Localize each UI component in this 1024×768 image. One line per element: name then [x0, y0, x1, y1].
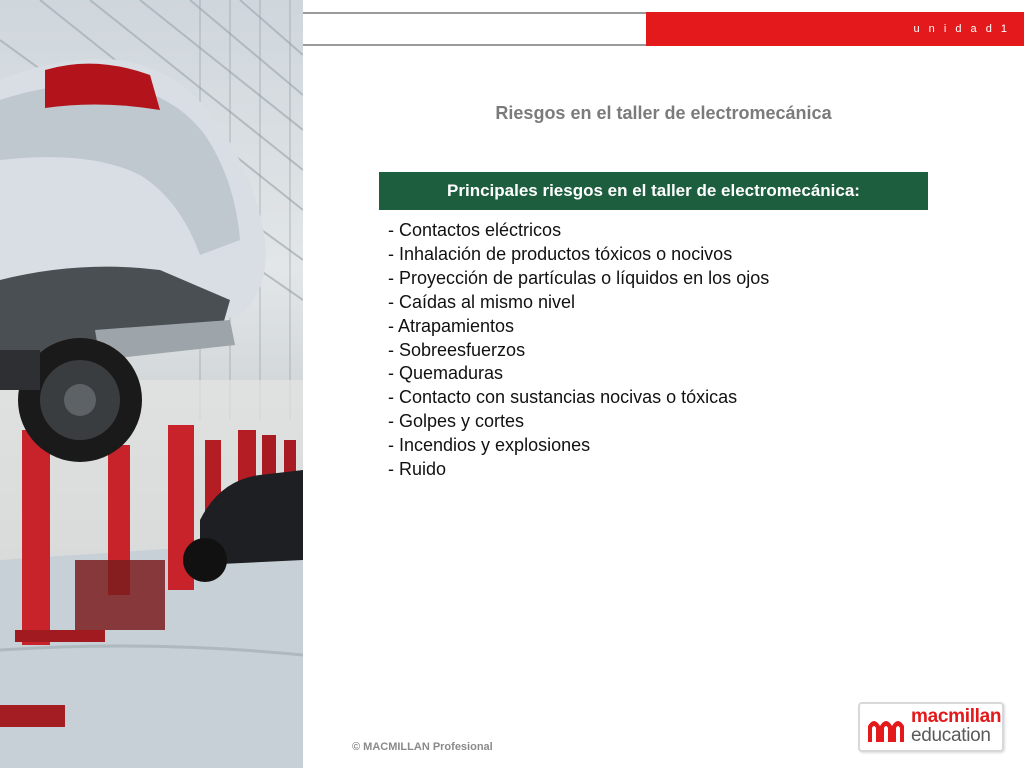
list-item: - Quemaduras [388, 363, 504, 384]
list-item: - Sobreesfuerzos [388, 339, 526, 360]
macmillan-logo [858, 702, 1004, 752]
list-item: - Contacto con sustancias nocivas o tóxicas [388, 387, 738, 408]
garage-illustration [0, 0, 303, 768]
list-item: - Contactos eléctricos [388, 220, 562, 240]
list-item: - Ruido [388, 459, 447, 480]
logo-line1: macmillan [911, 706, 1002, 727]
list-item: - Inhalación de productos tóxicos o nocivos [388, 243, 733, 264]
logo-line2: education [911, 725, 991, 746]
slide-title: Riesgos en el taller de electromecánica [495, 103, 832, 123]
list-item: - Incendios y explosiones [388, 435, 591, 456]
list-item: - Proyección de partículas o líquidos en los ojos [388, 267, 770, 288]
list-item: - Atrapamientos [388, 315, 515, 336]
header-red-bar [646, 12, 1024, 46]
list-item: - Golpes y cortes [388, 411, 525, 432]
copyright-text: © MACMILLAN Profesional [352, 741, 493, 753]
macmillan-logo-icon [866, 712, 908, 744]
garage-photo [0, 0, 303, 768]
list-item: - Caídas al mismo nivel [388, 291, 576, 312]
header-rule-bottom [303, 44, 646, 46]
risk-list [388, 219, 769, 482]
header-rule-top [303, 12, 646, 14]
section-header: Principales riesgos en el taller de electromecánica: [379, 172, 928, 210]
unit-label: u n i d a d 1 [913, 23, 1010, 35]
